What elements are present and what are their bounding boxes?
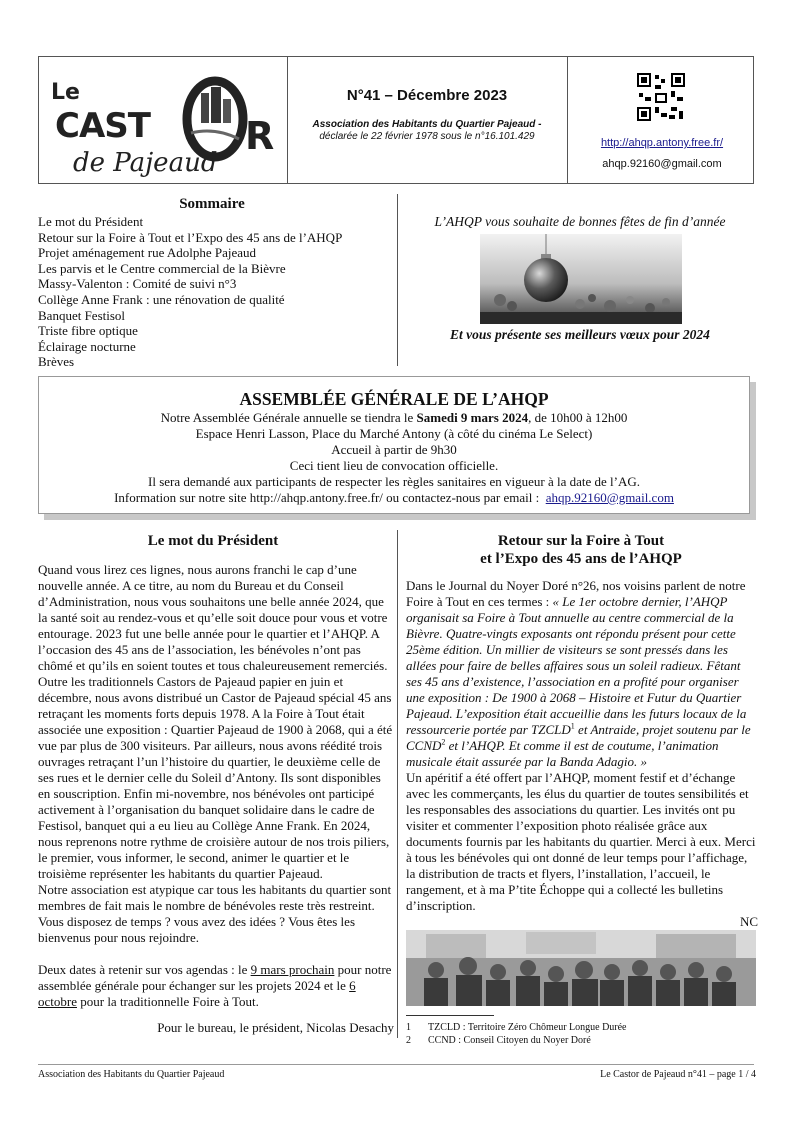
text: Deux dates à retenir sur vos agendas : le — [38, 962, 251, 977]
contact-email: ahqp.92160@gmail.com — [602, 158, 722, 170]
sommaire-item: Projet aménagement rue Adolphe Pajeaud — [38, 245, 257, 261]
president-article — [38, 562, 394, 1036]
castor-logo — [45, 67, 281, 177]
ag-sanitary: Il sera demandé aux participants de respecter les règles sanitaires en vigueur à la date de l’AG. — [148, 474, 640, 489]
issue-number: N°41 – Décembre 2023 — [346, 87, 508, 104]
footnote-separator — [406, 1015, 494, 1016]
general-assembly-title: ASSEMBLÉE GÉNÉRALE DE L’AHQP — [239, 389, 549, 409]
ag-convocation: Ceci tient lieu de convocation officielle. — [289, 458, 499, 473]
general-assembly-box — [38, 376, 750, 514]
column-divider — [397, 194, 398, 366]
sommaire-title: Sommaire — [179, 196, 245, 212]
ag-welcome: Accueil à partir de 9h30 — [331, 442, 457, 457]
quote: et l’AHQP. Et comme il est de coutume, l’animation musicale était assurée par la Banda Adagio. » — [406, 738, 719, 769]
author-initials: NC — [739, 914, 758, 929]
quote: et Antraide, projet soutenu par le CCND — [406, 722, 751, 753]
footnotes — [406, 1022, 758, 1047]
foire-title-line-2: et l’Expo des 45 ans de l’AHQP — [480, 551, 682, 567]
masthead-divider — [287, 57, 288, 183]
foire-date-mention: 6 octobre — [38, 978, 356, 1009]
ag-time: , de 10h00 à 12h00 — [528, 410, 628, 425]
sommaire-list — [38, 214, 388, 370]
president-title: Le mot du Président — [147, 533, 279, 549]
greeting-line-2: Et vous présente ses meilleurs vœux pour 2024 — [450, 327, 710, 342]
footnote-ref[interactable]: 2 — [441, 737, 446, 747]
column-divider — [397, 530, 398, 1038]
footer-association: Association des Habitants du Quartier Pajeaud — [38, 1069, 225, 1080]
foire-paragraph: Un apéritif a été offert par l’AHQP, moment festif et d’échange avec les commerçants, les élus du quartier de toutes sensibilités et les responsables des associations du quartier. Les invités ont pu visiter et commenter l’exposition photo réalisée grâce aux documents fournis par les habitants du quartier. Merci à eux. Merci à tous les bénévoles qui ont donné de leur temps pour l’affichage, la distribution de tracts et flyers, l’installation, l’accueil, le rangement, et à ma P’tite Échoppe qui a collecté les bulletins d’inscription. — [406, 770, 756, 913]
footnote-ref[interactable]: 1 — [570, 721, 575, 731]
foire-article — [406, 578, 758, 930]
svg-text:de Pajeaud: de Pajeaud — [73, 148, 218, 177]
greeting-line-1: L’AHQP vous souhaite de bonnes fêtes de fin d’année — [434, 214, 726, 229]
footnote-number: 1 — [406, 1022, 411, 1033]
foire-quote-paragraph — [406, 578, 758, 770]
ag-date-mention: 9 mars prochain — [250, 962, 335, 977]
association-declaration: déclarée le 22 février 1978 sous le n°16.101.429 — [319, 131, 535, 142]
footnote-text: CCND : Conseil Citoyen du Noyer Doré — [428, 1034, 591, 1046]
president-signature: Pour le bureau, le président, Nicolas Desachy — [157, 1020, 394, 1035]
ag-location: Espace Henri Lasson, Place du Marché Antony (à côté du cinéma Le Select) — [195, 426, 593, 441]
ag-info-line — [39, 490, 749, 506]
association-info — [289, 119, 565, 143]
christmas-ornament-image — [480, 234, 682, 324]
sommaire-item: Les parvis et le Centre commercial de la Bièvre — [38, 260, 286, 276]
sommaire-item: Brèves — [38, 354, 75, 370]
footnote — [406, 1035, 758, 1048]
svg-text:R: R — [245, 114, 275, 158]
footnote-text: TZCLD : Territoire Zéro Chômeur Longue Durée — [428, 1022, 627, 1033]
masthead-divider — [567, 57, 568, 183]
footnote-number: 2 — [406, 1034, 411, 1046]
sommaire-item: Banquet Festisol — [38, 307, 126, 323]
text: Dans le Journal du Noyer Doré n°26, nos voisins parlent de notre Foire à Tout en ces termes : — [406, 578, 746, 609]
text: pour la traditionnelle Foire à Tout. — [76, 994, 259, 1009]
qr-code-icon — [637, 73, 685, 121]
ag-email-link[interactable]: ahqp.92160@gmail.com — [545, 490, 674, 505]
association-name: Association des Habitants du Quartier Pajeaud - — [312, 119, 542, 130]
foire-title — [404, 532, 758, 568]
ag-date: Samedi 9 mars 2024 — [416, 410, 529, 425]
sommaire-item: Collège Anne Frank : une rénovation de qualité — [38, 291, 285, 307]
president-paragraph: Notre association est atypique car tous les habitants du quartier sont membres de fait mais le nombre de bénévoles reste très restreint. Vous disposez de temps ? vous avez des idées ? Vous êtes les bienvenus pour nous rejoindre. — [38, 882, 392, 945]
president-paragraph: Quand vous lirez ces lignes, nous aurons franchi le cap d’une nouvelle année. A ce titre, au nom du Bureau et du Conseil d’Administration, nous vous souhaitons une belle année 2024, que la santé soit au rendez-vous et qu’elle soit douce pour vous et votre entourage. 2023 fut une belle année pour le quartier et l’AHQP. A l’occasion des 45 ans de l’association, les bénévoles n’ont pas chômé et qu’ils en soient toutes et tous chaleureusement remerciés. Outre les traditionnels Castors de Pajeaud papier en juin et décembre, nous avons distribué un Castor de Pajeaud spécial 45 ans retraçant les moments forts depuis 1978. A la Foire à Tout était associée une exposition : Quartier Pajeaud de 1900 à 2068, qui a été vue par plus de 300 visiteurs. Par ailleurs, nous avons réédité trois ouvrages retraçant l’un l’histoire du quartier, le deuxième celle de ses rues et le dernier celle du Soleil d’Antony. Ils sont disponibles en souscription. Enfin mi-novembre, nos bénévoles ont participé activement à l’organisation du banquet solidaire dans le cadre de Festisol, banquet qui a eu lieu au Collège Anne Frank. En 2024, nous reprenons notre rythme de croisière autour de nos trois piliers, le premier, vous informer, le second, animer le quartier et le troisième représenter les habitants du quartier Pajeaud. — [38, 562, 393, 881]
footer-page-info: Le Castor de Pajeaud n°41 – page 1 / 4 — [600, 1069, 756, 1080]
text: pour notre assemblée générale pour échanger sur les projets 2024 et le — [38, 962, 392, 993]
president-dates-paragraph — [38, 962, 394, 1010]
group-photo — [406, 930, 756, 1006]
ag-date-line — [39, 410, 749, 426]
sommaire-item: Triste fibre optique — [38, 323, 138, 339]
sommaire-item: Retour sur la Foire à Tout et l’Expo des 45 ans de l’AHQP — [38, 229, 343, 245]
sommaire-item: Éclairage nocturne — [38, 338, 136, 354]
masthead — [38, 56, 754, 184]
ag-text: Notre Assemblée Générale annuelle se tiendra le — [160, 410, 417, 425]
sommaire-item: Le mot du Président — [38, 214, 144, 229]
ag-info-text: Information sur notre site http://ahqp.antony.free.fr/ ou contactez-nous par email : — [114, 490, 540, 505]
quote: « Le 1er octobre dernier, l’AHQP organisait sa Foire à Tout annuelle au centre commercial de la Bièvre. Quatre-vingts exposants ont répondu présent pour cette 25ème édition. Un millier de visiteurs se sont pressés dans les allées pour faire de belles affaires sous un soleil radieux. Fêtant ses 45 ans d’existence, l’association en a profité pour organiser une exposition : De 1900 à 2068 – Histoire et Futur du Quartier Pajeaud. L’exposition était accueillie dans les futurs locaux de la ressourcerie portée par TZCLD — [406, 594, 747, 737]
svg-text:Le: Le — [51, 80, 80, 105]
foire-title-line-1: Retour sur la Foire à Tout — [497, 533, 665, 549]
footnote — [406, 1022, 758, 1035]
website-link[interactable]: http://ahqp.antony.free.fr/ — [600, 137, 724, 149]
footer-rule — [38, 1064, 754, 1065]
sommaire-item: Massy-Valenton : Comité de suivi n°3 — [38, 276, 237, 292]
svg-text:CAST: CAST — [55, 106, 150, 146]
